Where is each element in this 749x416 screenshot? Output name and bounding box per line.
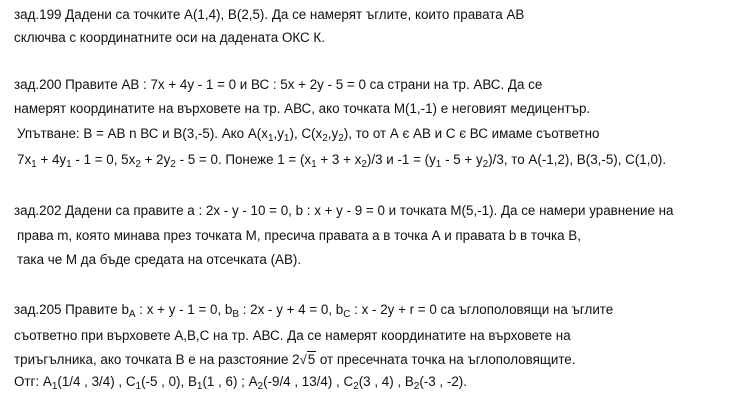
problem-199-line-1: зад.199 Дадени са точките А(1,4), B(2,5). Да се намерят ъглите, които правата АВ bbox=[14, 7, 525, 22]
problem-200-hint: Упътване: В = АВ n ВС и В(3,-5). Ако $А(х_1,у_1)$, $С(х_2,у_2)$, то от А є АВ и С є ВС имаме съответно bbox=[17, 126, 600, 144]
problem-199-line-2: сключва с координатните оси на дадената ОКС К. bbox=[14, 30, 325, 45]
problem-205-line-2: съответно при върховете А,В,С на тр. АВС. Да се намерят координатите на върховете на bbox=[14, 328, 571, 343]
problem-200-line-1: зад.200 Правите АВ : 7х + 4у - 1 = 0 и ВС : 5х + 2у - 5 = 0 са страни на тр. АВС. Да се bbox=[14, 77, 543, 92]
problem-200-equations: $7х_1 + 4у_1 - 1 = 0$, $5х_2 + 2у_2 - 5 = 0$. Понеже $1 = (х_1 + 3 + х_2)/3$ и $-1 = (у_1 - 5 + у_2)/3$, то А(-1,2), В(3,-5), С(1,0). bbox=[17, 152, 667, 170]
problem-205-answer: Отг: $А_1(1/4$ , 3/4) , $С_1(-5$ , 0), $В_1(1$ , 6) ; $А_2(-9/4$ , 13/4) , $С_2(3$ , 4) , $В_2(-3$ , -2). bbox=[14, 374, 467, 392]
problem-202-line-3: така че М да бъде средата на отсечката (АВ). bbox=[17, 252, 302, 267]
square-root: √5 bbox=[299, 352, 316, 367]
problem-202-line-2: права m, която минава през точката М, пресича правата а в точка А и правата b в точка В, bbox=[17, 228, 581, 243]
problem-205-line-1: зад.205 Правите $b_A$ : х + у - 1 = 0, $b_B$ : 2х - у + 4 = 0, $b_C$ : х - 2у + r = 0 са ъглополовящи на ъглите bbox=[14, 302, 614, 320]
problem-205-line-3: триъгълника, ако точката В е на разстояние 2√5 от пресечната точка на ъглополовящите. bbox=[14, 352, 576, 367]
problem-200-line-2: намерят координатите на върховете на тр. АВС, ако точката М(1,-1) е неговият медицентър. bbox=[14, 101, 591, 116]
problem-202-line-1: зад.202 Дадени са правите а : 2х - у - 10 = 0, b : х + у - 9 = 0 и точката М(5,-1). Да се намери уравнение на bbox=[14, 203, 674, 218]
